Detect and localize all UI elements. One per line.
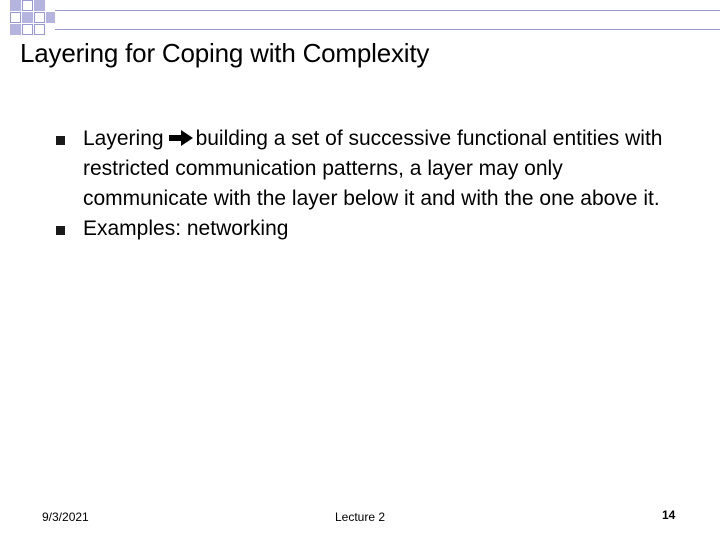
- square-bullet-icon: [56, 226, 65, 235]
- bullet-list: [52, 124, 672, 244]
- decor-square: [10, 12, 21, 23]
- bullet-item-layering: [52, 124, 672, 214]
- decor-square: [10, 0, 21, 11]
- decor-square: [10, 24, 21, 35]
- square-bullet-icon: [56, 136, 65, 145]
- bullet-lead: Layering: [83, 127, 164, 150]
- slide-number: 14: [662, 508, 676, 522]
- footer-lecture: Lecture 2: [335, 510, 386, 524]
- decor-square: [34, 24, 45, 35]
- footer-date: 9/3/2021: [42, 510, 89, 524]
- slide-title: Layering for Coping with Complexity: [20, 38, 430, 68]
- bullet-text: Examples: networking: [83, 217, 289, 240]
- decor-square: [22, 24, 33, 35]
- decor-square: [22, 0, 33, 11]
- decor-square: [22, 12, 33, 23]
- decor-square: [34, 0, 45, 11]
- bullet-text: building a set of successive functional entities with restricted communication patterns, a layer may only communicate with the layer below it and with the one above it.: [83, 127, 663, 210]
- decor-square: [34, 12, 45, 23]
- header-bar: [55, 10, 720, 30]
- right-arrow-icon: [168, 129, 194, 147]
- bullet-item-examples: [52, 214, 672, 244]
